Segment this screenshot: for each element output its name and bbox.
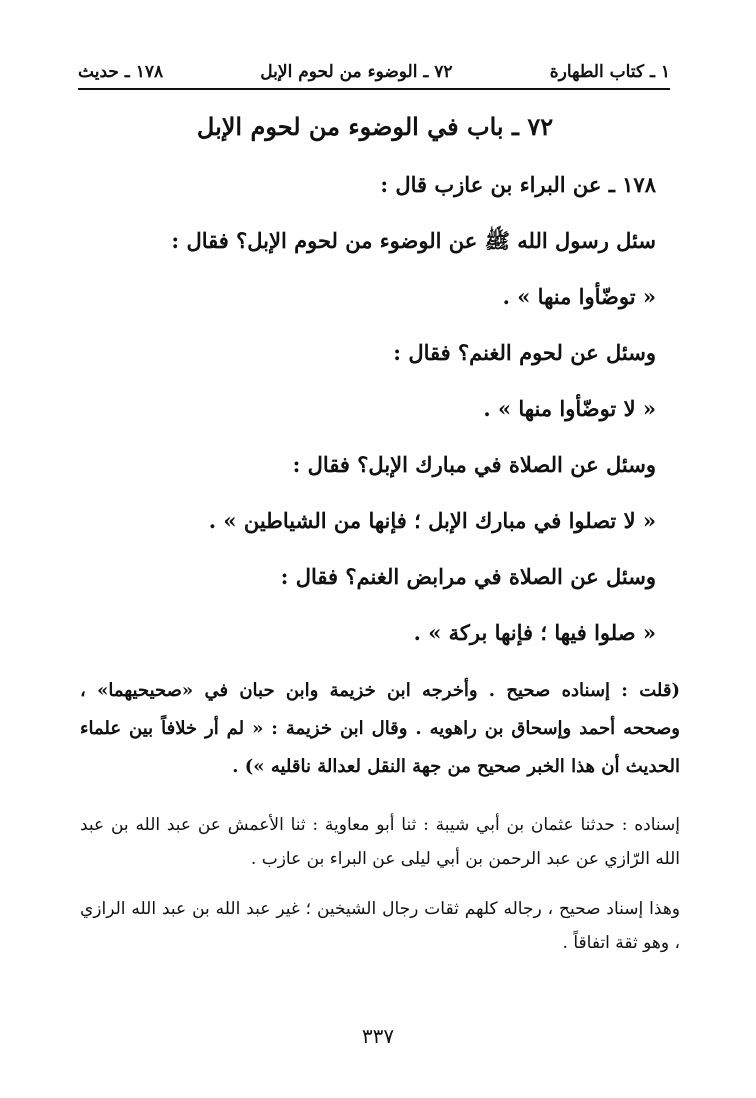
header-hadith: ١٧٨ ـ حديث — [78, 62, 164, 82]
hadith-line-4: وسئل عن لحوم الغنم؟ فقال : — [393, 340, 656, 365]
hadith-line-6: وسئل عن الصلاة في مبارك الإبل؟ فقال : — [292, 452, 656, 477]
hadith-line-5: « لا توضّأوا منها » . — [483, 396, 656, 421]
header-chapter: ٧٢ ـ الوضوء من لحوم الإبل — [260, 62, 453, 82]
hadith-line-1: ١٧٨ ـ عن البراء بن عازب قال : — [380, 172, 656, 197]
chapter-title: ٧٢ ـ باب في الوضوء من لحوم الإبل — [196, 112, 554, 141]
hadith-line-8: وسئل عن الصلاة في مرابض الغنم؟ فقال : — [280, 564, 656, 589]
running-header — [78, 56, 670, 90]
header-book: ١ ـ كتاب الطهارة — [549, 62, 670, 82]
page-number: ٣٣٧ — [361, 1024, 395, 1048]
hadith-line-9: « صلوا فيها ؛ فإنها بركة » . — [413, 620, 656, 645]
editor-note: (قلت : إسناده صحيح . وأخرجه ابن خزيمة وابن حبان في «صحيحيهما» ، وصححه أحمد وإسحاق بن راهويه . وقال ابن خزيمة : « لم أر خلافاً بين علماء الحديث أن هذا الخبر صحيح من جهة النقل لعدالة ناقليه ») . — [80, 680, 680, 777]
grading-paragraph: وهذا إسناد صحيح ، رجاله كلهم ثقات رجال الشيخين ؛ غير عبد الله بن عبد الله الرازي ، وهو ثقة اتفاقاً . — [80, 899, 680, 953]
hadith-line-2: سئل رسول الله ﷺ عن الوضوء من لحوم الإبل؟ فقال : — [171, 228, 656, 253]
hadith-line-7: « لا تصلوا في مبارك الإبل ؛ فإنها من الشياطين » . — [208, 508, 656, 533]
hadith-line-3: « توضّأوا منها » . — [502, 284, 656, 309]
isnad-paragraph: إسناده : حدثنا عثمان بن أبي شيبة : ثنا أبو معاوية : ثنا الأعمش عن عبد الله بن عبد الله الرّازي عن عبد الرحمن بن أبي ليلى عن البراء بن عازب . — [80, 815, 680, 869]
